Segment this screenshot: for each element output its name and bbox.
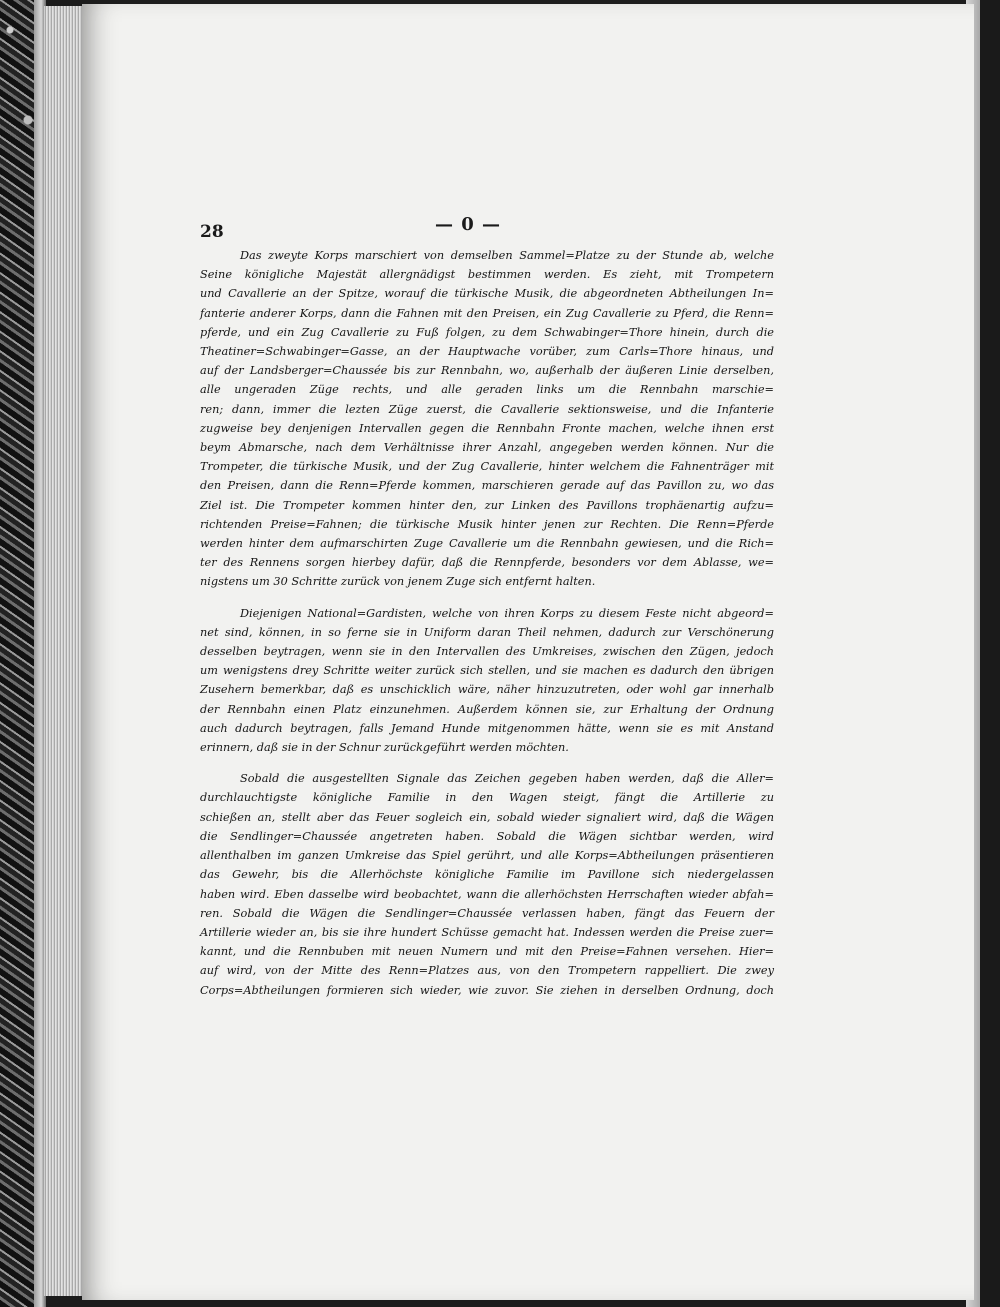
text-line: Artillerie wieder an, bis sie ihre hundert Schüsse gemacht hat. Indessen werden die Preise zuer=: [200, 925, 774, 939]
text-line: ren. Sobald die Wägen die Sendlinger=Chaussée verlassen haben, fängt das Feuern der: [200, 906, 774, 920]
text-line: zugweise bey denjenigen Intervallen gegen die Rennbahn Fronte machen, welche ihnen erst: [200, 421, 774, 435]
text-line: Zusehern bemerkbar, daß es unschicklich wäre, näher hinzuzutreten, oder wohl gar innerhalb: [200, 683, 774, 697]
page-number: 28: [200, 222, 224, 242]
text-line: kannt, und die Rennbuben mit neuen Numern und mit den Preise=Fahnen versehen. Hier=: [200, 945, 774, 959]
text-line: ren; dann, immer die lezten Züge zuerst, die Cavallerie sektionsweise, und die Infanterie: [200, 402, 774, 416]
text-line: Ziel ist. Die Trompeter kommen hinter den, zur Linken des Pavillons trophäenartig aufzu=: [200, 498, 774, 512]
text-line: Theatiner=Schwabinger=Gasse, an der Hauptwache vorüber, zum Carls=Thore hinaus, und: [200, 345, 774, 359]
text-line: den Preisen, dann die Renn=Pferde kommen, marschieren gerade auf das Pavillon zu, wo das: [200, 479, 774, 493]
text-line: alle ungeraden Züge rechts, und alle geraden links um die Rennbahn marschie=: [200, 383, 774, 397]
text-line: Das zweyte Korps marschiert von demselben Sammel=Platze zu der Stunde ab, welche: [240, 249, 774, 262]
page-header: [200, 214, 780, 244]
text-line: fanterie anderer Korps, dann die Fahnen mit den Preisen, ein Zug Cavallerie zu Pferd, die Renn=: [200, 306, 774, 320]
text-line: ter des Rennens sorgen hierbey dafür, daß die Rennpferde, besonders vor dem Ablasse, we=: [200, 556, 774, 570]
text-line: durchlauchtigste königliche Familie in den Wagen steigt, fängt die Artillerie zu: [200, 791, 774, 805]
text-line: schießen an, stellt aber das Feuer sogleich ein, sobald wieder signaliert wird, daß die Wägen: [200, 810, 774, 824]
text-line: haben wird. Eben dasselbe wird beobachtet, wann die allerhöchsten Herrschaften wieder abfah=: [200, 887, 774, 901]
text-line: Sobald die ausgestellten Signale das Zeichen gegeben haben werden, daß die Aller=: [240, 772, 774, 786]
text-line: Seine königliche Majestät allergnädigst bestimmen werden. Es zieht, mit Trompetern: [200, 268, 774, 282]
body-text: [200, 246, 774, 1012]
text-line: net sind, können, in so ferne sie in Uniform daran Theil nehmen, dadurch zur Verschönerung: [200, 625, 774, 639]
text-line: der Rennbahn einen Platz einzunehmen. Außerdem können sie, zur Erhaltung der Ordnung: [200, 702, 774, 716]
page-edges: [44, 6, 84, 1296]
text-line: desselben beytragen, wenn sie in den Intervallen des Umkreises, zwischen den Zügen, jedoch: [200, 645, 774, 659]
text-line: nigstens um 30 Schritte zurück von jenem Zuge sich entfernt halten.: [200, 575, 596, 589]
running-head: — 0 —: [435, 214, 502, 235]
text-line: und Cavallerie an der Spitze, worauf die türkische Musik, die abgeordneten Abtheilungen In=: [200, 287, 774, 301]
text-line: auf wird, von der Mitte des Renn=Platzes aus, von den Trompetern rappelliert. Die zwey: [200, 964, 774, 978]
text-line: werden hinter dem aufmarschirten Zuge Cavallerie um die Rennbahn gewiesen, und die Rich=: [200, 537, 774, 551]
text-line: auch dadurch beytragen, falls Jemand Hunde mitgenommen hätte, wenn sie es mit Anstand: [200, 721, 774, 735]
text-line: Corps=Abtheilungen formieren sich wieder, wie zuvor. Sie ziehen in derselben Ordnung, doch: [200, 983, 774, 997]
text-line: auf der Landsberger=Chaussée bis zur Rennbahn, wo, außerhalb der äußeren Linie derselben,: [200, 364, 774, 378]
text-line: Diejenigen National=Gardisten, welche von ihren Korps zu diesem Feste nicht abgeord=: [240, 606, 774, 620]
paragraph-1: [200, 246, 774, 592]
text-line: das Gewehr, bis die Allerhöchste königliche Familie im Pavillone sich niedergelassen: [200, 868, 774, 882]
text-line: um wenigstens drey Schritte weiter zurück sich stellen, und sie machen es dadurch den übrigen: [200, 664, 774, 678]
text-line: richtenden Preise=Fahnen; die türkische Musik hinter jenen zur Rechten. Die Renn=Pferde: [200, 517, 774, 531]
paragraph-2: [200, 604, 774, 758]
text-line: beym Abmarsche, nach dem Verhältnisse ihrer Anzahl, angegeben werden können. Nur die: [200, 441, 774, 455]
text-line: die Sendlinger=Chaussée angetreten haben. Sobald die Wägen sichtbar werden, wird: [200, 829, 774, 843]
text-line: Trompeter, die türkische Musik, und der Zug Cavallerie, hinter welchem die Fahnenträger mit: [200, 460, 774, 474]
text-line: pferde, und ein Zug Cavallerie zu Fuß folgen, zu dem Schwabinger=Thore hinein, durch die: [200, 325, 774, 339]
text-line: allenthalben im ganzen Umkreise das Spiel gerührt, und alle Korps=Abtheilungen präsentieren: [200, 849, 774, 863]
paragraph-3: [200, 769, 774, 999]
text-line: erinnern, daß sie in der Schnur zurückgeführt werden möchten.: [200, 741, 569, 755]
